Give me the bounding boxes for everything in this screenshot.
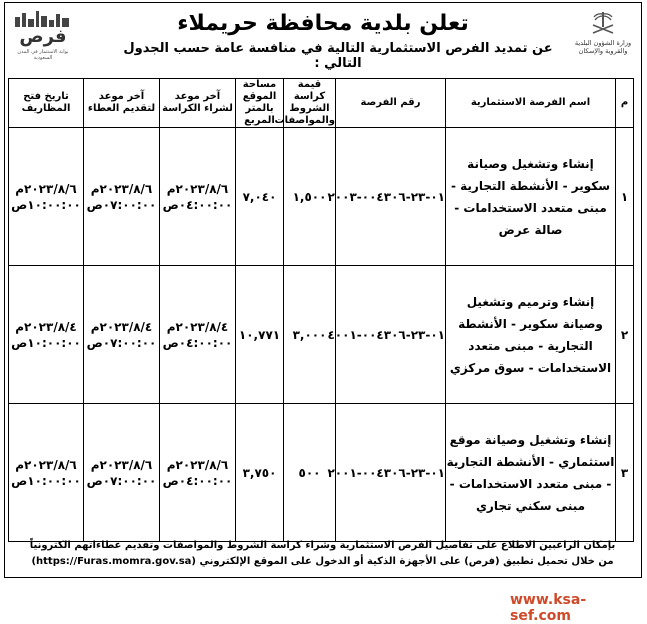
- col-header-name: اسم الفرصة الاستثمارية: [446, 79, 616, 128]
- submit-date: ٢٠٢٣/٨/٦م: [90, 457, 153, 472]
- buy-date: ٢٠٢٣/٨/٤م: [166, 319, 229, 334]
- submit-time: ٠٧:٠٠:٠٠ص: [86, 197, 157, 212]
- booklet-price: ٣,٠٠٠: [284, 266, 336, 404]
- ministry-logo: [571, 9, 635, 63]
- furas-logo: [11, 9, 75, 61]
- buy-deadline: [160, 404, 236, 542]
- buy-time: ٠٤:٠٠:٠٠ص: [162, 473, 233, 488]
- buy-date: ٢٠٢٣/٨/٦م: [166, 457, 229, 472]
- row-number: ٣: [616, 404, 634, 542]
- skyline-icon: [11, 9, 75, 27]
- submit-deadline: [84, 404, 160, 542]
- opportunity-name: إنشاء وتشغيل وصيانة سكوير - الأنشطة التجارية - مبنى متعدد الاستخدامات - صالة عرض: [446, 128, 616, 266]
- buy-date: ٢٠٢٣/٨/٦م: [166, 181, 229, 196]
- site-watermark: www.ksa-sef.com: [510, 592, 587, 624]
- ad-footer: [8, 538, 637, 570]
- open-time: ١٠:٠٠:٠٠ص: [11, 197, 81, 212]
- submit-date: ٢٠٢٣/٨/٦م: [90, 181, 153, 196]
- table-row: [9, 404, 634, 542]
- open-date: ٢٠٢٣/٨/٦م: [15, 457, 77, 472]
- ministry-name: وزارة الشؤون البلدية والقروية والإسكان: [574, 39, 632, 55]
- opportunity-number: ٠١-٢٣-٠٠٤٣٠٦-٢٠٠٣: [336, 128, 446, 266]
- submit-time: ٠٧:٠٠:٠٠ص: [86, 335, 157, 350]
- table-row: [9, 128, 634, 266]
- row-number: ٢: [616, 266, 634, 404]
- palm-swords-icon: [589, 9, 617, 37]
- submit-time: ٠٧:٠٠:٠٠ص: [86, 473, 157, 488]
- booklet-price: ١,٥٠٠: [284, 128, 336, 266]
- site-area: ٣,٧٥٠: [236, 404, 284, 542]
- ad-subtitle: عن تمديد الفرص الاستثمارية التالية في منافسة عامة حسب الجدول التالي :: [123, 41, 553, 71]
- ad-header: [5, 3, 641, 83]
- footer-line-1: بإمكان الراغبين الاطلاع على تفاصيل الفرص الاستثمارية وشراء كراسة الشروط والمواصفات وتقديم عطاءاتهم الكترونياً: [29, 540, 616, 551]
- col-header-buy-deadline: آخر موعد لشراء الكراسة: [160, 79, 236, 128]
- opportunity-name: إنشاء وترميم وتشغيل وصيانة سكوير - الأنشطة التجارية - مبنى متعدد الاستخدامات - سوق مركزي: [446, 266, 616, 404]
- opening-date: [9, 266, 84, 404]
- col-header-price: قيمة كراسة الشروط والمواصفات: [274, 79, 335, 126]
- furas-brand-sub: بوابة الاستثمار في المدن السعودية: [17, 49, 69, 61]
- table-row: [9, 266, 634, 404]
- furas-brand: فرص: [19, 26, 67, 47]
- open-time: ١٠:٠٠:٠٠ص: [11, 335, 81, 350]
- buy-time: ٠٤:٠٠:٠٠ص: [162, 197, 233, 212]
- opportunity-number: ٠١-٢٣-٠٠٤٣٠٦-٤٠٠١: [336, 266, 446, 404]
- site-area: ١٠,٧٧١: [236, 266, 284, 404]
- table-header-row: [9, 79, 634, 128]
- col-header-opportunity-no: رقم الفرصة: [336, 79, 446, 128]
- booklet-price: ٥٠٠: [284, 404, 336, 542]
- opportunities-table: [8, 78, 634, 542]
- submit-deadline: [84, 266, 160, 404]
- open-date: ٢٠٢٣/٨/٤م: [15, 319, 77, 334]
- footer-line-2: من خلال تحميل تطبيق (فرص) على الأجهزة الذكية أو الدخول على الموقع الإلكتروني (https://Furas.momra.gov.sa): [31, 556, 614, 567]
- site-area: ٧,٠٤٠: [236, 128, 284, 266]
- opportunity-number: ٠١-٢٣-٠٠٤٣٠٦-٢٠٠١: [336, 404, 446, 542]
- open-date: ٢٠٢٣/٨/٦م: [15, 181, 77, 196]
- opening-date: [9, 128, 84, 266]
- buy-time: ٠٤:٠٠:٠٠ص: [162, 335, 233, 350]
- row-number: ١: [616, 128, 634, 266]
- col-header-submit-deadline: آخر موعد لتقديم العطاء: [84, 79, 160, 128]
- col-header-number: م: [616, 79, 634, 128]
- ad-title: تعلن بلدية محافظة حريملاء: [177, 11, 469, 36]
- buy-deadline: [160, 266, 236, 404]
- opportunity-name: إنشاء وتشغيل وصيانة موقع استثماري - الأنشطة التجارية - مبنى متعدد الاستخدامات - مبنى سكني تجاري: [446, 404, 616, 542]
- col-header-opening-date: تاريخ فتح المظاريف: [9, 79, 84, 128]
- col-header-area: مساحة الموقع بالمتر المربع: [236, 79, 284, 128]
- buy-deadline: [160, 128, 236, 266]
- opening-date: [9, 404, 84, 542]
- submit-deadline: [84, 128, 160, 266]
- open-time: ١٠:٠٠:٠٠ص: [11, 473, 81, 488]
- submit-date: ٢٠٢٣/٨/٤م: [90, 319, 153, 334]
